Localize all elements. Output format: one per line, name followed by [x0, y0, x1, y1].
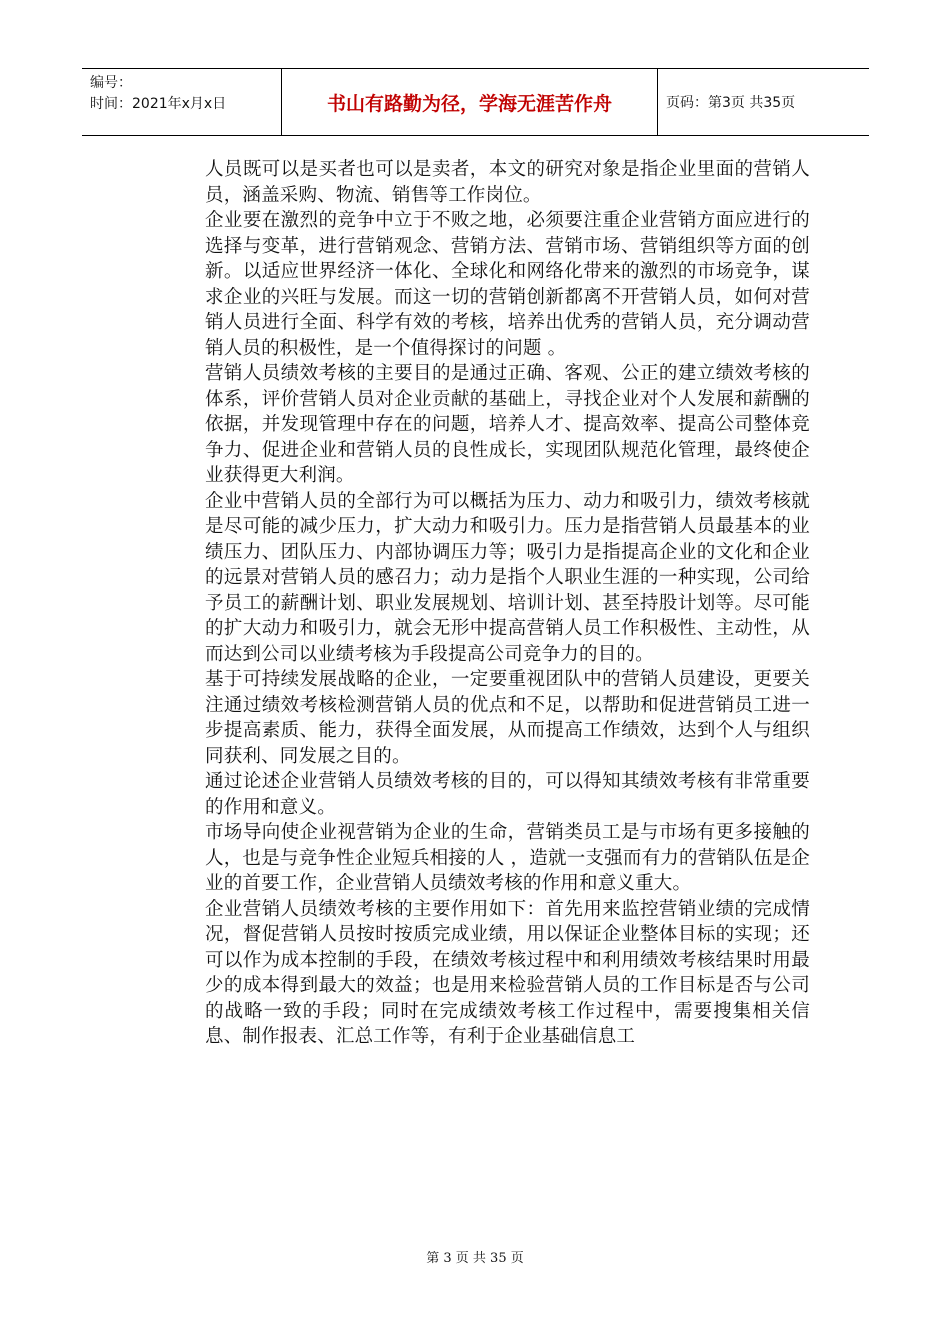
- header-motto: 书山有路勤为径，学海无涯苦作舟: [282, 69, 658, 135]
- paragraph: 营销人员绩效考核的主要目的是通过正确、客观、公正的建立绩效考核的体系，评价营销人员对企业贡献的基础上，寻找企业对个人发展和薪酬的依据，并发现管理中存在的问题，培养人才、提高效率、提高公司整体竞争力、促进企业和营销人员的良性成长，实现团队规范化管理，最终使企业获得更大利润。: [205, 363, 810, 486]
- paragraph: 市场导向使企业视营销为企业的生命，营销类员工是与市场有更多接触的人，也是与竞争性企业短兵相接的人 ，造就一支强而有力的营销队伍是企业的首要工作，企业营销人员绩效考核的作用和意义重大。: [205, 822, 810, 894]
- paragraph: 基于可持续发展战略的企业，一定要重视团队中的营销人员建设，更要关注通过绩效考核检测营销人员的优点和不足，以帮助和促进营销员工进一步提高素质、能力，获得全面发展，从而提高工作绩效，达到个人与组织同获利、同发展之目的。: [205, 669, 810, 767]
- paragraph: 企业要在激烈的竞争中立于不败之地，必须要注重企业营销方面应进行的选择与变革，进行营销观念、营销方法、营销市场、营销组织等方面的创新。以适应世界经济一体化、全球化和网络化带来的激烈的市场竞争，谋求企业的兴旺与发展。而这一切的营销创新都离不开营销人员，如何对营销人员进行全面、科学有效的考核，培养出优秀的营销人员，充分调动营销人员的积极性，是一个值得探讨的问题 。: [205, 210, 810, 359]
- header-meta: [82, 69, 282, 135]
- header-page-info: 页码：第3页 共35页: [666, 95, 796, 111]
- paragraph: 通过论述企业营销人员绩效考核的目的，可以得知其绩效考核有非常重要的作用和意义。: [205, 771, 810, 818]
- page-header: [82, 68, 869, 136]
- paragraph: 人员既可以是买者也可以是卖者，本文的研究对象是指企业里面的营销人员，涵盖采购、物流、销售等工作岗位。: [205, 159, 810, 206]
- paragraph: 企业中营销人员的全部行为可以概括为压力、动力和吸引力，绩效考核就是尽可能的减少压力，扩大动力和吸引力。压力是指营销人员最基本的业绩压力、团队压力、内部协调压力等；吸引力是指提高企业的文化和企业的远景对营销人员的感召力；动力是指个人职业生涯的一种实现，公司给予员工的薪酬计划、职业发展规划、培训计划、甚至持股计划等。尽可能的扩大动力和吸引力，就会无形中提高营销人员工作积极性、主动性，从而达到公司以业绩考核为手段提高公司竞争力的目的。: [205, 490, 810, 665]
- body-text: [205, 157, 810, 1050]
- number-label: 编号：: [90, 75, 132, 91]
- page-footer: 第 3 页 共 35 页: [426, 1251, 524, 1266]
- date-label: 时间：2021年x月x日: [90, 96, 227, 112]
- paragraph: 企业营销人员绩效考核的主要作用如下：首先用来监控营销业绩的完成情况，督促营销人员按时按质完成业绩，用以保证企业整体目标的实现；还可以作为成本控制的手段，在绩效考核过程中和利用绩效考核结果时用最少的成本得到最大的效益；也是用来检验营销人员的工作目标是否与公司的战略一致的手段；同时在完成绩效考核工作过程中，需要搜集相关信息、制作报表、汇总工作等，有利于企业基础信息工: [205, 898, 810, 1047]
